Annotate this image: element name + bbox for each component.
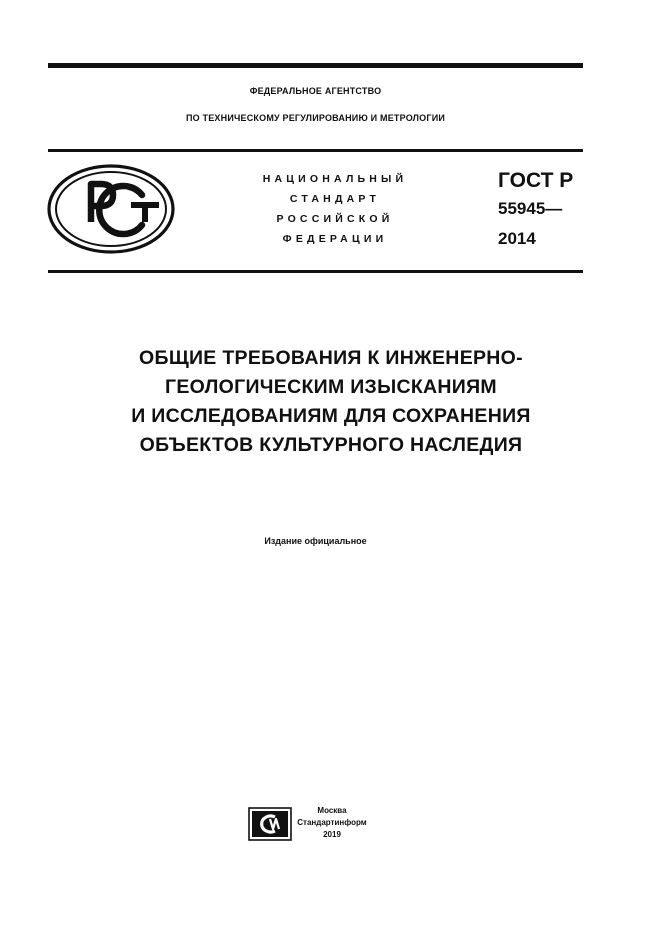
agency-name-line1: ФЕДЕРАЛЬНОЕ АГЕНТСТВО xyxy=(249,86,382,96)
document-title-line: ОБЪЕКТОВ КУЛЬТУРНОГО НАСЛЕДИЯ xyxy=(139,434,523,456)
publisher-name: Стандартинформ xyxy=(297,818,367,827)
publication-year: 2019 xyxy=(323,830,341,839)
national-standard-line: НАЦИОНАЛЬНЫЙ xyxy=(262,173,408,185)
document-title-line: И ИССЛЕДОВАНИЯМ ДЛЯ СОХРАНЕНИЯ xyxy=(131,405,531,427)
national-standard-line: ФЕДЕРАЦИИ xyxy=(282,233,388,245)
national-standard-line: СТАНДАРТ xyxy=(289,193,381,205)
standartinform-logo-icon xyxy=(248,807,292,841)
gost-number: 55945— xyxy=(498,199,563,218)
gost-year: 2014 xyxy=(498,229,536,248)
rosstandart-pct-emblem-icon xyxy=(47,164,175,254)
document-title-line: ОБЩИЕ ТРЕБОВАНИЯ К ИНЖЕНЕРНО- xyxy=(139,347,523,369)
national-standard-line: РОССИЙСКОЙ xyxy=(276,213,394,225)
edition-note: Издание официальное xyxy=(264,536,367,546)
agency-name-line2: ПО ТЕХНИЧЕСКОМУ РЕГУЛИРОВАНИЮ И МЕТРОЛОГИИ xyxy=(185,113,446,123)
publisher-city: Москва xyxy=(317,806,347,815)
bottom-rule xyxy=(48,270,583,273)
top-rule xyxy=(48,63,583,68)
middle-rule xyxy=(48,149,583,152)
document-title-line: ГЕОЛОГИЧЕСКИМ ИЗЫСКАНИЯМ xyxy=(165,376,497,398)
gost-label: ГОСТ Р xyxy=(498,169,574,192)
